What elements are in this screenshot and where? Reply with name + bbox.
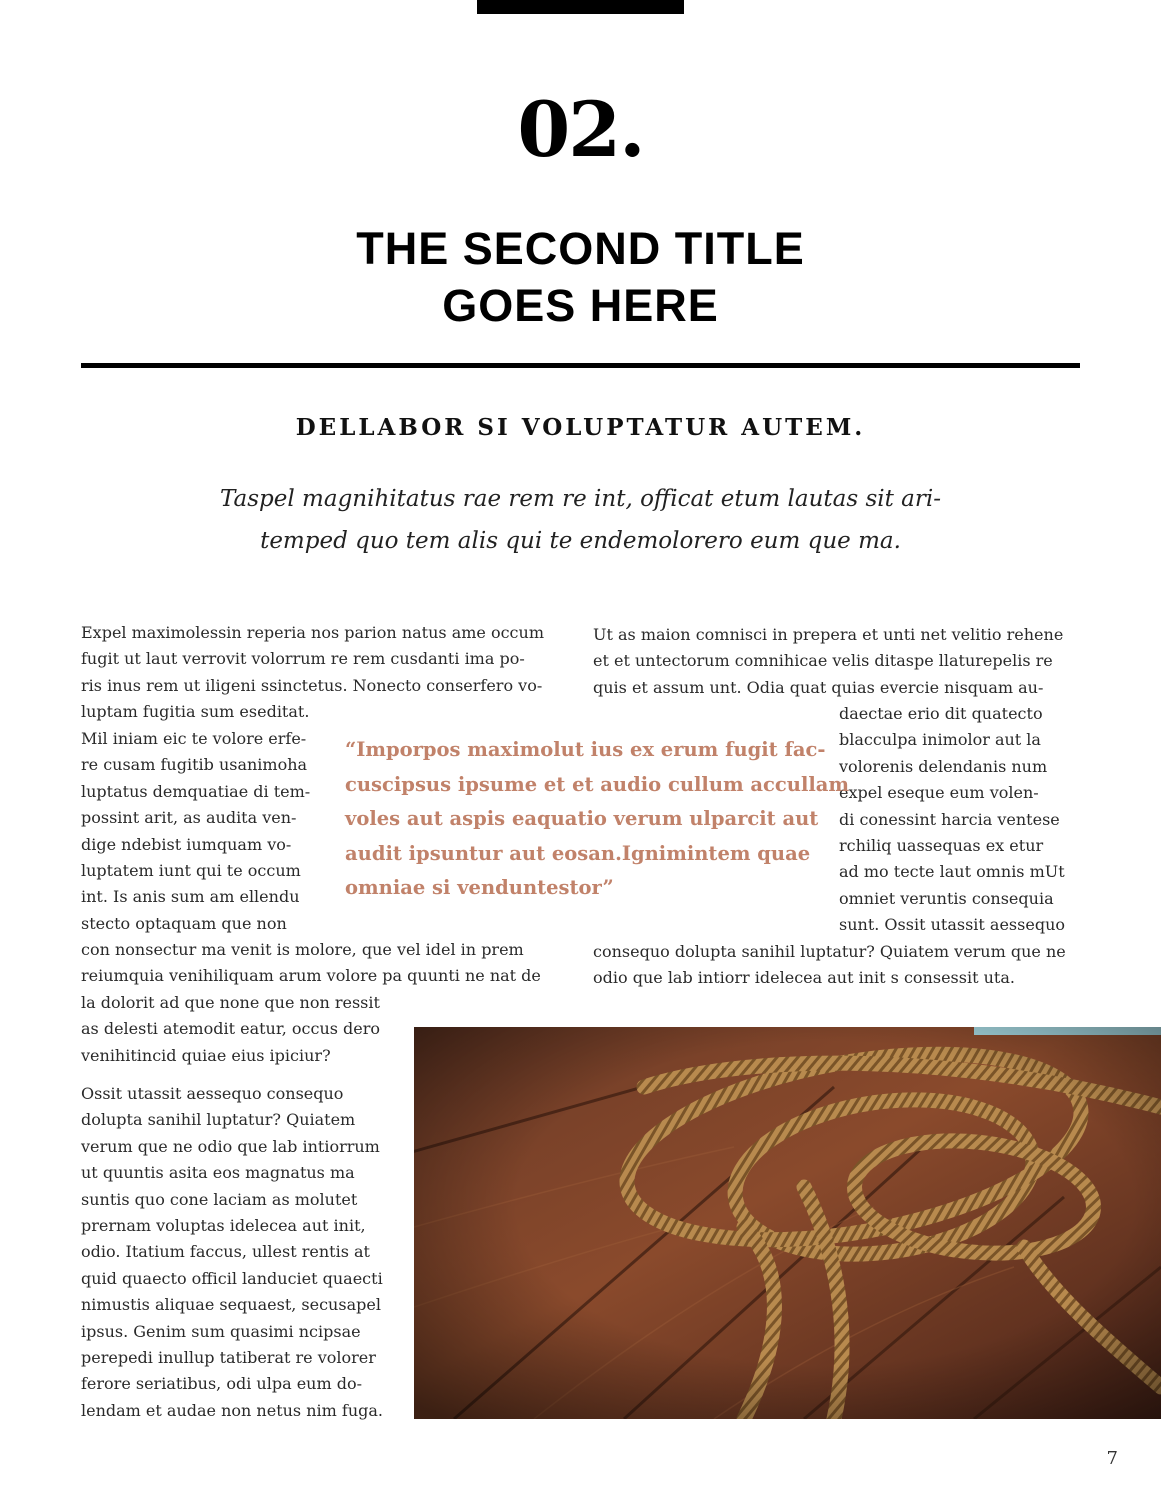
text-line: odio que lab intiorr idelecea aut init s consessit uta. (593, 968, 1015, 988)
text-line: consequo dolupta sanihil luptatur? Quiatem verum que ne (593, 942, 1066, 961)
text-line: quid quaecto officil landuciet quaecti (81, 1268, 383, 1288)
text-line: suntis quo cone laciam as molutet (81, 1189, 358, 1209)
text-line: rchiliq uassequas ex etur (839, 836, 1044, 856)
text-line: di conessint harcia ventese (839, 809, 1060, 829)
text-line: Mil iniam eic te volore erfe- (81, 729, 307, 748)
text-line: omniet veruntis consequia (839, 888, 1054, 908)
section-number: 02. (517, 85, 644, 174)
text-line: con nonsectur ma venit is molore, que vel idel in prem (81, 940, 524, 959)
deck-line: Taspel magnihitatus rae rem re int, officat etum lautas sit ari- (219, 486, 942, 512)
body-left-mid (81, 990, 392, 1069)
text-line: lendam et audae non netus nim fuga. (81, 1400, 383, 1420)
section-title-line: GOES HERE (442, 280, 719, 331)
rope-photo (414, 1027, 1161, 1419)
body-right-bottom (593, 939, 1080, 992)
text-line: possint arit, as audita ven- (81, 808, 297, 828)
pull-quote-line: cuscipsus ipsume et et audio cullum accullam (345, 772, 850, 796)
text-line: Expel maximolessin reperia nos parion natus ame occum (81, 623, 544, 642)
text-line: perepedi inullup tatiberat re volorer (81, 1348, 376, 1368)
text-line: dolupta sanihil luptatur? Quiatem (81, 1110, 356, 1130)
text-line: int. Is anis sum am ellendu (81, 887, 300, 907)
pull-quote-line: omniae si venduntestor” (345, 876, 614, 899)
deck-intro (200, 478, 961, 562)
text-line: luptatem iunt qui te occum (81, 861, 301, 881)
title-divider (81, 363, 1080, 368)
body-left-narrow (81, 726, 323, 937)
text-line: luptatus demquatiae di tem- (81, 781, 311, 801)
text-line: prernam voluptas idelecea aut init, (81, 1216, 366, 1236)
text-line: dige ndebist iumquam vo- (81, 834, 292, 854)
body-left-top (81, 620, 568, 726)
section-title (0, 220, 1161, 334)
page-number: 7 (1106, 1448, 1118, 1469)
text-line: Ut as maion comnisci in prepera et unti net velitio rehene (593, 625, 1064, 644)
text-line: sunt. Ossit utassit aessequo (839, 915, 1065, 935)
pull-quote (345, 733, 850, 906)
top-accent-bar (477, 0, 684, 14)
body-right-narrow (839, 701, 1080, 939)
text-line: re cusam fugitib usanimoha (81, 755, 308, 775)
text-line: et et untectorum comnihicae velis ditaspe llaturepelis re (593, 651, 1053, 671)
text-line: odio. Itatium faccus, ullest rentis at (81, 1242, 370, 1262)
text-line: la dolorit ad que none que non ressit (81, 993, 380, 1012)
text-line: luptam fugitia sum eseditat. (81, 702, 310, 722)
pull-quote-line: audit ipsuntur aut eosan.Ignimintem quae (345, 841, 811, 865)
text-line: as delesti atemodit eatur, occus dero (81, 1019, 381, 1039)
pull-quote-line: voles aut aspis eaquatio verum ulparcit aut (345, 807, 819, 830)
text-line: ris inus rem ut iligeni ssinctetus. Nonecto conserfero vo- (81, 675, 543, 695)
text-line: daectae erio dit quatecto (839, 704, 1043, 723)
text-line: quis et assum unt. Odia quat quias evercie nisquam au- (593, 677, 1044, 697)
text-line: ut quuntis asita eos magnatus ma (81, 1163, 355, 1183)
body-left-wide (81, 937, 568, 990)
body-left-bottom (81, 1081, 392, 1424)
text-line: ad mo tecte laut omnis mUt (839, 862, 1065, 882)
text-line: verum que ne odio que lab intiorrum (81, 1136, 380, 1156)
text-line: venihitincid quiae eius ipiciur? (81, 1045, 331, 1065)
text-line: Ossit utassit aessequo consequo (81, 1084, 344, 1103)
section-title-line: THE SECOND TITLE (356, 223, 805, 274)
text-line: expel eseque eum volen- (839, 783, 1039, 803)
text-line: ferore seriatibus, odi ulpa eum do- (81, 1374, 363, 1394)
text-line: volorenis delendanis num (839, 756, 1048, 776)
text-line: blacculpa inimolor aut la (839, 730, 1041, 750)
text-line: stecto optaquam que non (81, 913, 287, 933)
subheading: DELLABOR SI VOLUPTATUR AUTEM. (295, 414, 866, 441)
text-line: nimustis aliquae sequaest, secusapel (81, 1295, 381, 1315)
text-line: ipsus. Genim sum quasimi ncipsae (81, 1321, 361, 1341)
body-right-top (593, 622, 1080, 701)
text-line: fugit ut laut verrovit volorrum re rem cusdanti ima po- (81, 649, 525, 669)
deck-line: temped quo tem alis qui te endemolorero eum que ma. (260, 528, 901, 554)
text-line: reiumquia venihiliquam arum volore pa quunti ne nat de (81, 966, 541, 986)
pull-quote-line: “Imporpos maximolut ius ex erum fugit fac- (345, 738, 826, 761)
